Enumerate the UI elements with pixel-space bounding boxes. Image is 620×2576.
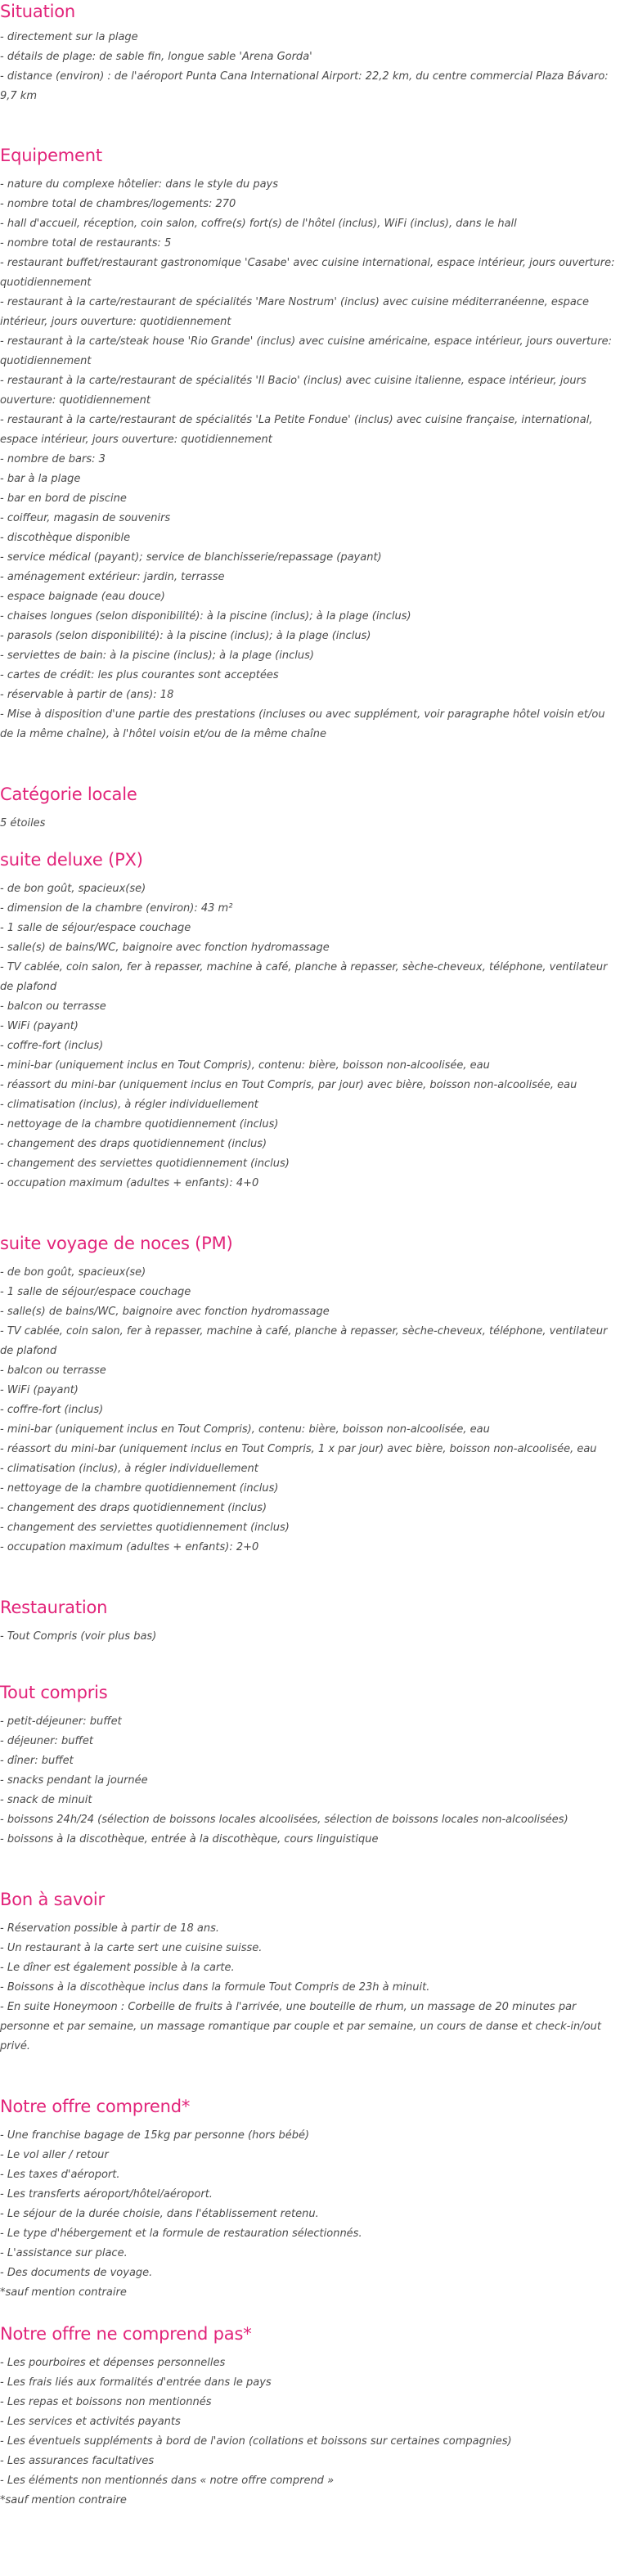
list-item: - déjeuner: buffet [0,1735,93,1747]
list-item: - mini-bar (uniquement inclus en Tout Compris), contenu: bière, boisson non-alcoolisée, eau [0,1423,490,1436]
list-item: - salle(s) de bains/WC, baignoire avec fonction hydromassage [0,942,330,954]
list-item: - serviettes de bain: à la piscine (inclus); à la plage (inclus) [0,650,314,662]
list-item: - restaurant à la carte/restaurant de spécialités 'Il Bacio' (inclus) avec cuisine italienne, espace intérieur, jours ouverture: quotidiennement [0,375,586,407]
section-equipement [0,144,620,744]
list-item: - Les pourboires et dépenses personnelles [0,2357,226,2369]
section-notre-offre-ne-comprend-pas [0,2322,620,2511]
section-title: Restauration [0,1598,108,1617]
list-item: - 1 salle de séjour/espace couchage [0,922,191,934]
list-item: - détails de plage: de sable fin, longue sable 'Arena Gorda' [0,51,312,63]
list-item: - snacks pendant la journée [0,1774,148,1787]
list-item: - parasols (selon disponibilité): à la piscine (inclus); à la plage (inclus) [0,630,371,642]
list-item: - restaurant à la carte/restaurant de spécialités 'La Petite Fondue' (inclus) avec cuisine française, international, espace intérieur, jours ouverture: quotidiennement [0,414,593,446]
list-item: - réservable à partir de (ans): 18 [0,689,174,701]
list-item: - dimension de la chambre (environ): 43 m² [0,902,233,915]
section-lines [0,1919,620,2057]
list-item: - nombre de bars: 3 [0,453,106,465]
list-item: - occupation maximum (adultes + enfants): 2+0 [0,1541,259,1553]
list-item: - Le vol aller / retour [0,2149,109,2161]
list-item: - Les repas et boissons non mentionnés [0,2396,212,2408]
section-categorie-locale [0,783,620,834]
section-notre-offre-comprend [0,2095,620,2303]
list-item: - chaises longues (selon disponibilité): à la piscine (inclus); à la plage (inclus) [0,610,411,623]
section-title: Notre offre ne comprend pas* [0,2324,252,2344]
list-item: - nettoyage de la chambre quotidiennement (inclus) [0,1118,279,1131]
list-item: - réassort du mini-bar (uniquement inclus en Tout Compris, par jour) avec bière, boisson non-alcoolisée, eau [0,1079,577,1091]
list-item: - snack de minuit [0,1794,92,1806]
list-item: - petit-déjeuner: buffet [0,1715,122,1728]
list-item: - Des documents de voyage. [0,2267,153,2279]
list-item: - balcon ou terrasse [0,1000,106,1013]
section-lines [0,1627,620,1647]
list-item: - changement des draps quotidiennement (inclus) [0,1138,267,1150]
list-item: - Les assurances facultatives [0,2455,155,2467]
list-item: - changement des draps quotidiennement (inclus) [0,1502,267,1514]
list-item: - Les taxes d'aéroport. [0,2169,120,2181]
list-item: - espace baignade (eau douce) [0,591,165,603]
list-item: - de bon goût, spacieux(se) [0,1266,146,1279]
footnote: *sauf mention contraire [0,2494,127,2506]
list-item: - discothèque disponible [0,532,131,544]
list-item: - Le séjour de la durée choisie, dans l'établissement retenu. [0,2208,319,2220]
section-lines [0,1712,620,1850]
section-suite-deluxe [0,848,620,1194]
list-item: - climatisation (inclus), à régler individuellement [0,1099,258,1111]
list-item: - coffre-fort (inclus) [0,1040,104,1052]
list-item: - Les éventuels suppléments à bord de l'avion (collations et boissons sur certaines compagnies) [0,2435,512,2448]
list-item: - Réservation possible à partir de 18 ans. [0,1922,220,1935]
list-item: - dîner: buffet [0,1755,74,1767]
list-item: - 1 salle de séjour/espace couchage [0,1286,191,1298]
section-situation [0,0,620,106]
list-item: - coffre-fort (inclus) [0,1404,104,1416]
list-item: - distance (environ) : de l'aéroport Punta Cana International Airport: 22,2 km, du centre commercial Plaza Bávaro: 9,7 km [0,70,609,102]
section-title: Bon à savoir [0,1890,105,1909]
list-item: - changement des serviettes quotidiennement (inclus) [0,1522,290,1534]
section-tout-compris [0,1681,620,1850]
list-item: - Les éléments non mentionnés dans « notre offre comprend » [0,2475,335,2487]
section-lines [0,175,620,744]
list-item: - Les frais liés aux formalités d'entrée dans le pays [0,2376,272,2389]
list-item: - changement des serviettes quotidiennement (inclus) [0,1158,290,1170]
list-item: - Tout Compris (voir plus bas) [0,1630,157,1643]
section-title: Equipement [0,146,102,165]
section-title: Notre offre comprend* [0,2097,191,2116]
list-item: - bar à la plage [0,473,81,485]
list-item: - TV cablée, coin salon, fer à repasser, machine à café, planche à repasser, sèche-cheveux, téléphone, ventilateur de plafond [0,961,608,993]
list-item: - restaurant à la carte/restaurant de spécialités 'Mare Nostrum' (inclus) avec cuisine méditerranéenne, espace intérieur, jours ouverture: quotidiennement [0,296,590,328]
list-item: - cartes de crédit: les plus courantes sont acceptées [0,669,279,681]
list-item: - Les transferts aéroport/hôtel/aéroport. [0,2188,213,2201]
list-item: - boissons à la discothèque, entrée à la discothèque, cours linguistique [0,1833,379,1845]
list-item: - nature du complexe hôtelier: dans le style du pays [0,178,278,191]
list-item: - restaurant buffet/restaurant gastronomique 'Casabe' avec cuisine international, espace intérieur, jours ouverture: quotidiennement [0,257,615,289]
section-title: Situation [0,2,76,21]
section-lines [0,28,620,106]
list-item: - L'assistance sur place. [0,2247,128,2259]
list-item: - climatisation (inclus), à régler individuellement [0,1463,258,1475]
section-restauration [0,1596,620,1647]
footnote: *sauf mention contraire [0,2286,127,2299]
section-lines [0,814,620,834]
section-bon-a-savoir [0,1888,620,2057]
section-lines [0,1263,620,1558]
section-suite-voyage-de-noces [0,1232,620,1558]
list-item: - réassort du mini-bar (uniquement inclus en Tout Compris, 1 x par jour) avec bière, boisson non-alcoolisée, eau [0,1443,597,1455]
list-item: - En suite Honeymoon : Corbeille de fruits à l'arrivée, une bouteille de rhum, un massage de 20 minutes par personne et par semaine, un massage romantique par couple et par semaine, un cours de danse et check-in/out privé. [0,2001,601,2052]
list-item: - Un restaurant à la carte sert une cuisine suisse. [0,1942,263,1954]
list-item: - mini-bar (uniquement inclus en Tout Compris), contenu: bière, boisson non-alcoolisée, eau [0,1059,490,1072]
list-item: - Les services et activités payants [0,2416,181,2428]
list-item: - nombre total de restaurants: 5 [0,237,172,250]
section-title: Catégorie locale [0,784,137,804]
list-item: - Boissons à la discothèque inclus dans la formule Tout Compris de 23h à minuit. [0,1981,430,1994]
section-title: suite deluxe (PX) [0,850,143,870]
list-item: - WiFi (payant) [0,1384,79,1396]
list-item: - salle(s) de bains/WC, baignoire avec fonction hydromassage [0,1306,330,1318]
list-item: - TV cablée, coin salon, fer à repasser, machine à café, planche à repasser, sèche-cheveux, téléphone, ventilateur de plafond [0,1325,608,1357]
section-lines [0,2353,620,2511]
list-item: - restaurant à la carte/steak house 'Rio Grande' (inclus) avec cuisine américaine, espace intérieur, jours ouverture: quotidiennement [0,335,613,367]
list-item: - Le dîner est également possible à la carte. [0,1962,235,1974]
list-item: - WiFi (payant) [0,1020,79,1032]
section-title: Tout compris [0,1683,108,1702]
list-item: - boissons 24h/24 (sélection de boissons locales alcoolisées, sélection de boissons locales non-alcoolisées) [0,1814,568,1826]
section-title: suite voyage de noces (PM) [0,1234,233,1253]
list-item: - service médical (payant); service de blanchisserie/repassage (payant) [0,551,382,564]
section-lines [0,879,620,1194]
list-item: - aménagement extérieur: jardin, terrasse [0,571,225,583]
list-item: - nombre total de chambres/logements: 270 [0,198,236,210]
list-item: - Une franchise bagage de 15kg par personne (hors bébé) [0,2129,310,2142]
list-item: - hall d'accueil, réception, coin salon, coffre(s) fort(s) de l'hôtel (inclus), WiFi (inclus), dans le hall [0,218,517,230]
list-item: - directement sur la plage [0,31,138,43]
list-item: - nettoyage de la chambre quotidiennement (inclus) [0,1482,279,1495]
section-lines [0,2126,620,2303]
list-item: 5 étoiles [0,817,46,829]
list-item: - Mise à disposition d'une partie des prestations (incluses ou avec supplément, voir paragraphe hôtel voisin et/ou de la même chaîne), à l'hôtel voisin et/ou de la même chaîne [0,708,605,740]
list-item: - de bon goût, spacieux(se) [0,883,146,895]
list-item: - Le type d'hébergement et la formule de restauration sélectionnés. [0,2228,362,2240]
list-item: - bar en bord de piscine [0,492,127,505]
list-item: - coiffeur, magasin de souvenirs [0,512,171,524]
list-item: - occupation maximum (adultes + enfants): 4+0 [0,1177,259,1189]
list-item: - balcon ou terrasse [0,1364,106,1377]
